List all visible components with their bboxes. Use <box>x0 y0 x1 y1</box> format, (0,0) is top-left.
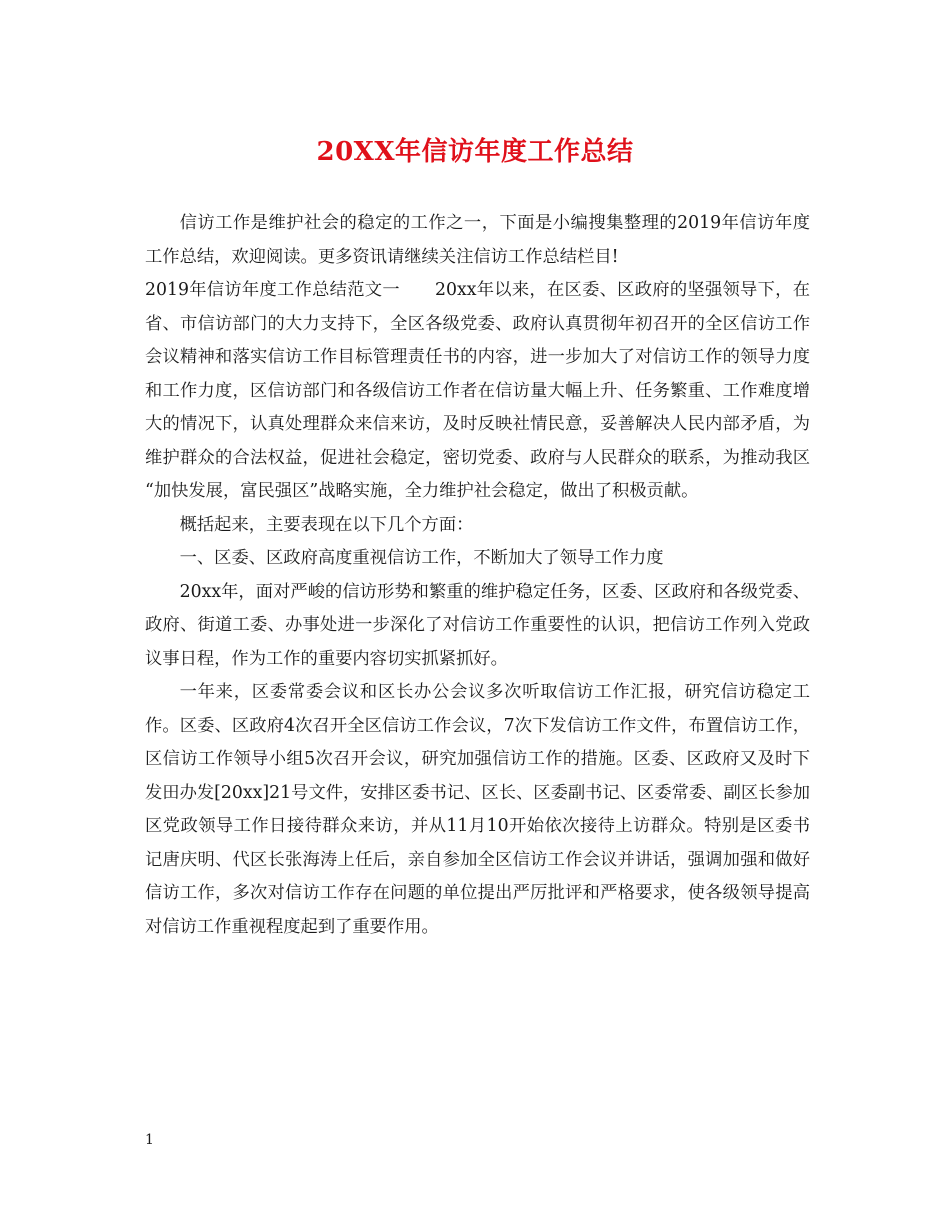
intro-paragraph: 信访工作是维护社会的稳定的工作之一，下面是小编搜集整理的2019年信访年度工作总结，欢迎阅读。更多资讯请继续关注信访工作总结栏目! <box>145 213 810 267</box>
section-one-paragraph-1: 20xx年，面对严峻的信访形势和繁重的维护稳定任务，区委、区政府和各级党委、政府、街道工委、办事处进一步深化了对信访工作重要性的认识，把信访工作列入党政议事日程，作为工作的重要内容切实抓紧抓好。 <box>145 581 810 669</box>
section-one-paragraph-2: 一年来，区委常委会议和区长办公会议多次听取信访工作汇报，研究信访稳定工作。区委、区政府4次召开全区信访工作会议，7次下发信访工作文件，布置信访工作，区信访工作领导小组5次召开会议，研究加强信访工作的措施。区委、区政府又及时下发田办发[20xx]21号文件，安排区委书记、区长、区委副书记、区委常委、副区长参加区党政领导工作日接待群众来访，并从11月10开始依次接待上访群众。特别是区委书记唐庆明、代区长张海涛上任后，亲自参加全区信访工作会议并讲话，强调加强和做好信访工作，多次对信访工作存在问题的单位提出严厉批评和严格要求，使各级领导提高对信访工作重视程度起到了重要作用。 <box>145 682 810 937</box>
section-one-heading: 一、区委、区政府高度重视信访工作，不断加大了领导工作力度 <box>179 548 664 568</box>
summary-paragraph: 概括起来，主要表现在以下几个方面： <box>179 514 474 535</box>
document-body <box>145 207 810 944</box>
page-number: 1 <box>145 1132 154 1148</box>
document-title: 20XX年信访年度工作总结 <box>316 137 634 167</box>
sample-one-paragraph: 2019年信访年度工作总结范文一 20xx年以来，在区委、区政府的坚强领导下，在省、市信访部门的大力支持下，全区各级党委、政府认真贯彻年初召开的全区信访工作会议精神和落实信访工作目标管理责任书的内容，进一步加大了对信访工作的领导力度和工作力度，区信访部门和各级信访工作者在信访量大幅上升、任务繁重、工作难度增大的情况下，认真处理群众来信来访，及时反映社情民意，妥善解决人民内部矛盾，为维护群众的合法权益，促进社会稳定，密切党委、政府与人民群众的联系，为推动我区 “加快发展，富民强区”战略实施，全力维护社会稳定，做出了积极贡献。 <box>145 280 810 501</box>
